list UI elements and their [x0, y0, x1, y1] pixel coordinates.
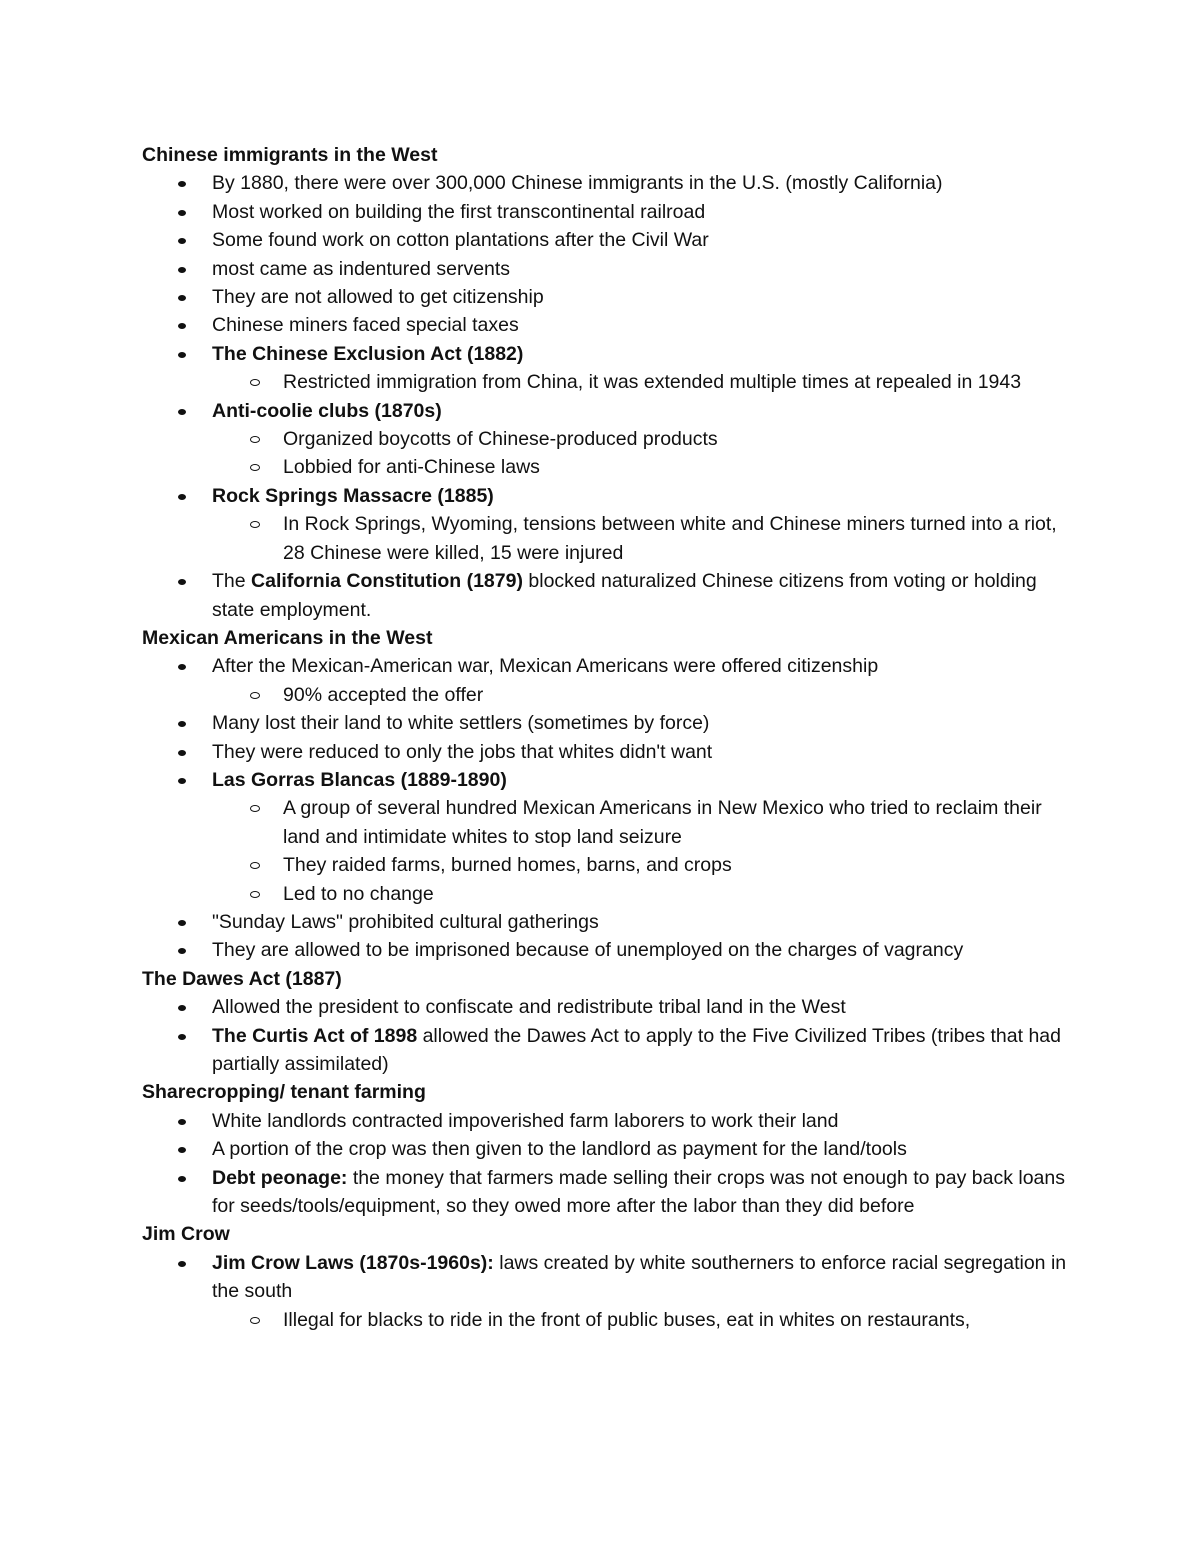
- bullet-bold-term: The Chinese Exclusion Act (1882): [212, 342, 524, 365]
- bullet-item: [212, 652, 1072, 709]
- sub-bullet-list: [212, 425, 1072, 482]
- sub-bullet-item: 90% accepted the offer: [283, 681, 1072, 709]
- section-heading: The Dawes Act (1887): [142, 967, 342, 990]
- sub-bullet-item: Led to no change: [283, 880, 1072, 908]
- section-heading: Sharecropping/ tenant farming: [142, 1081, 426, 1104]
- bullet-bold-term: Rock Springs Massacre (1885): [212, 484, 494, 507]
- bullet-text: "Sunday Laws" prohibited cultural gatherings: [212, 910, 599, 933]
- bullet-item: [212, 226, 1072, 254]
- bullet-text: Allowed the president to confiscate and redistribute tribal land in the West: [212, 996, 846, 1019]
- sub-bullet-list: [212, 1306, 1072, 1334]
- bullet-list: [142, 169, 1072, 624]
- bullet-text: Some found work on cotton plantations after the Civil War: [212, 229, 709, 252]
- bullet-bold-term: Jim Crow Laws (1870s-1960s):: [212, 1251, 494, 1274]
- bullet-item: [212, 738, 1072, 766]
- sub-bullet-list: [212, 794, 1072, 908]
- bullet-item: [212, 709, 1072, 737]
- bullet-item: [212, 198, 1072, 226]
- bullet-list: [142, 1249, 1072, 1334]
- bullet-item: [212, 255, 1072, 283]
- sub-bullet-item: In Rock Springs, Wyoming, tensions between white and Chinese miners turned into a riot, 28 Chinese were killed, 15 were injured: [283, 510, 1072, 567]
- bullet-text: blocked naturalized Chinese citizens from voting or holding state employment.: [212, 570, 1037, 621]
- bullet-list: [142, 652, 1072, 964]
- bullet-text: allowed the Dawes Act to apply to the Five Civilized Tribes (tribes that had partially assimilated): [212, 1024, 1061, 1075]
- bullet-text: After the Mexican-American war, Mexican Americans were offered citizenship: [212, 655, 879, 678]
- bullet-text: Many lost their land to white settlers (sometimes by force): [212, 712, 710, 735]
- section-heading: Mexican Americans in the West: [142, 626, 433, 649]
- bullet-text: They were reduced to only the jobs that whites didn't want: [212, 740, 713, 763]
- document-body: [142, 141, 1072, 1334]
- bullet-item: [212, 908, 1072, 936]
- bullet-item: [212, 169, 1072, 197]
- sub-bullet-list: [212, 510, 1072, 567]
- bullet-bold-term: California Constitution (1879): [251, 570, 523, 593]
- bullet-prefix: The: [212, 570, 252, 593]
- bullet-item: [212, 1107, 1072, 1135]
- bullet-item: [212, 283, 1072, 311]
- bullet-item: [212, 1135, 1072, 1163]
- bullet-text: Most worked on building the first transcontinental railroad: [212, 200, 706, 223]
- bullet-bold-term: The Curtis Act of 1898: [212, 1024, 418, 1047]
- bullet-bold-term: Anti-coolie clubs (1870s): [212, 399, 442, 422]
- bullet-text: the money that farmers made selling their crops was not enough to pay back loans for seeds/tools/equipment, so they owed more after the labor than they did before: [212, 1166, 1065, 1218]
- sub-bullet-item: They raided farms, burned homes, barns, and crops: [283, 851, 1072, 879]
- sub-bullet-item: A group of several hundred Mexican Americans in New Mexico who tried to reclaim their land and intimidate whites to stop land seizure: [283, 794, 1072, 851]
- bullet-text: They are not allowed to get citizenship: [212, 286, 544, 309]
- bullet-text: laws created by white southerners to enforce racial segregation in the south: [212, 1251, 1067, 1303]
- bullet-item: [212, 993, 1072, 1021]
- bullet-item: [212, 482, 1072, 567]
- bullet-text: White landlords contracted impoverished farm laborers to work their land: [212, 1109, 839, 1132]
- bullet-item: [212, 1249, 1072, 1334]
- bullet-text: A portion of the crop was then given to the landlord as payment for the land/tools: [212, 1138, 907, 1161]
- bullet-text: Chinese miners faced special taxes: [212, 314, 519, 337]
- bullet-item: [212, 936, 1072, 964]
- section-heading: Chinese immigrants in the West: [142, 144, 438, 166]
- bullet-bold-term: Las Gorras Blancas (1889-1890): [212, 768, 507, 791]
- bullet-list: [142, 993, 1072, 1078]
- bullet-item: [212, 340, 1072, 397]
- bullet-item: [212, 397, 1072, 482]
- sub-bullet-list: [212, 368, 1072, 396]
- sub-bullet-list: [212, 681, 1072, 709]
- sub-bullet-item: Lobbied for anti-Chinese laws: [283, 453, 1072, 481]
- bullet-item: [212, 766, 1072, 908]
- bullet-item: [212, 1164, 1072, 1221]
- bullet-text: They are allowed to be imprisoned because of unemployed on the charges of vagrancy: [212, 939, 964, 962]
- bullet-text: By 1880, there were over 300,000 Chinese immigrants in the U.S. (mostly California): [212, 172, 943, 195]
- bullet-item: [212, 1022, 1072, 1079]
- section-heading: Jim Crow: [142, 1223, 230, 1246]
- bullet-item: [212, 311, 1072, 339]
- bullet-item: [212, 567, 1072, 624]
- sub-bullet-item: Organized boycotts of Chinese-produced products: [283, 425, 1072, 453]
- bullet-bold-term: Debt peonage:: [212, 1166, 348, 1189]
- bullet-list: [142, 1107, 1072, 1221]
- bullet-text: most came as indentured servents: [212, 257, 511, 280]
- sub-bullet-item: Illegal for blacks to ride in the front of public buses, eat in whites on restaurants,: [283, 1306, 1072, 1334]
- sub-bullet-item: Restricted immigration from China, it was extended multiple times at repealed in 1943: [283, 368, 1072, 396]
